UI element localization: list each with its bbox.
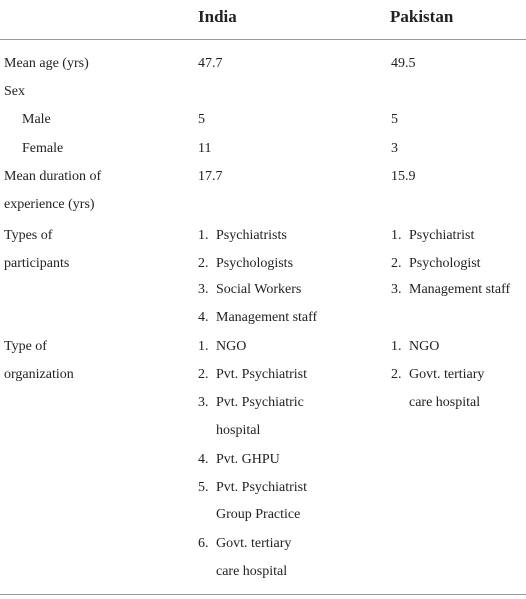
pakistan-female: 3 <box>391 141 398 156</box>
list-item-text: Govt. tertiary <box>216 536 292 551</box>
row-label-organization-line1: Type of <box>4 339 47 354</box>
list-item-number: 1. <box>198 339 209 354</box>
list-item-text: Social Workers <box>216 282 302 297</box>
pakistan-mean-age: 49.5 <box>391 56 416 71</box>
header-india: India <box>198 7 237 26</box>
list-item-text: care hospital <box>216 564 288 579</box>
pakistan-male: 5 <box>391 112 398 127</box>
list-item-number: 3. <box>198 282 209 297</box>
list-item-text: Pvt. Psychiatrist <box>216 480 308 495</box>
row-label-duration-line2: experience (yrs) <box>4 197 95 212</box>
list-item-text: Pvt. Psychiatric <box>216 395 304 410</box>
header-rule <box>0 39 526 40</box>
list-item-number: 1. <box>391 339 402 354</box>
list-item-number: 3. <box>198 395 209 410</box>
list-item-text: Psychiatrist <box>409 228 475 243</box>
list-item-number: 3. <box>391 282 402 297</box>
row-label-participants-line2: participants <box>4 256 70 271</box>
list-item-number: 2. <box>198 256 209 271</box>
list-item-number: 5. <box>198 480 209 495</box>
list-item-text: NGO <box>216 339 247 354</box>
row-label-duration-line1: Mean duration of <box>4 169 102 184</box>
list-item-number: 4. <box>198 452 209 467</box>
pakistan-duration: 15.9 <box>391 169 416 184</box>
list-item-text: Pvt. Psychiatrist <box>216 367 308 382</box>
row-label-sex: Sex <box>4 84 25 99</box>
list-item-text: Management staff <box>216 310 318 325</box>
list-item-number: 2. <box>198 367 209 382</box>
list-item-number: 4. <box>198 310 209 325</box>
row-label-female: Female <box>22 141 64 156</box>
row-label-participants-line1: Types of <box>4 228 53 243</box>
list-item-text: Psychologist <box>409 256 481 271</box>
india-duration: 17.7 <box>198 169 223 184</box>
list-item-number: 2. <box>391 256 402 271</box>
list-item-number: 1. <box>198 228 209 243</box>
india-female: 11 <box>198 141 212 156</box>
list-item-text: Psychologists <box>216 256 294 271</box>
india-male: 5 <box>198 112 205 127</box>
list-item-text: Management staff <box>409 282 511 297</box>
list-item-number: 1. <box>391 228 402 243</box>
list-item-text: care hospital <box>409 395 481 410</box>
list-item-text: NGO <box>409 339 440 354</box>
bottom-rule <box>0 594 526 595</box>
list-item-text: Group Practice <box>216 507 301 522</box>
list-item-text: Psychiatrists <box>216 228 287 243</box>
row-label-organization-line2: organization <box>4 367 74 382</box>
row-label-male: Male <box>22 112 51 127</box>
header-pakistan: Pakistan <box>390 7 454 26</box>
list-item-number: 2. <box>391 367 402 382</box>
list-item-text: Govt. tertiary <box>409 367 485 382</box>
row-label-mean-age: Mean age (yrs) <box>4 56 89 71</box>
list-item-number: 6. <box>198 536 209 551</box>
list-item-text: Pvt. GHPU <box>216 452 280 467</box>
list-item-text: hospital <box>216 423 261 438</box>
india-mean-age: 47.7 <box>198 56 223 71</box>
